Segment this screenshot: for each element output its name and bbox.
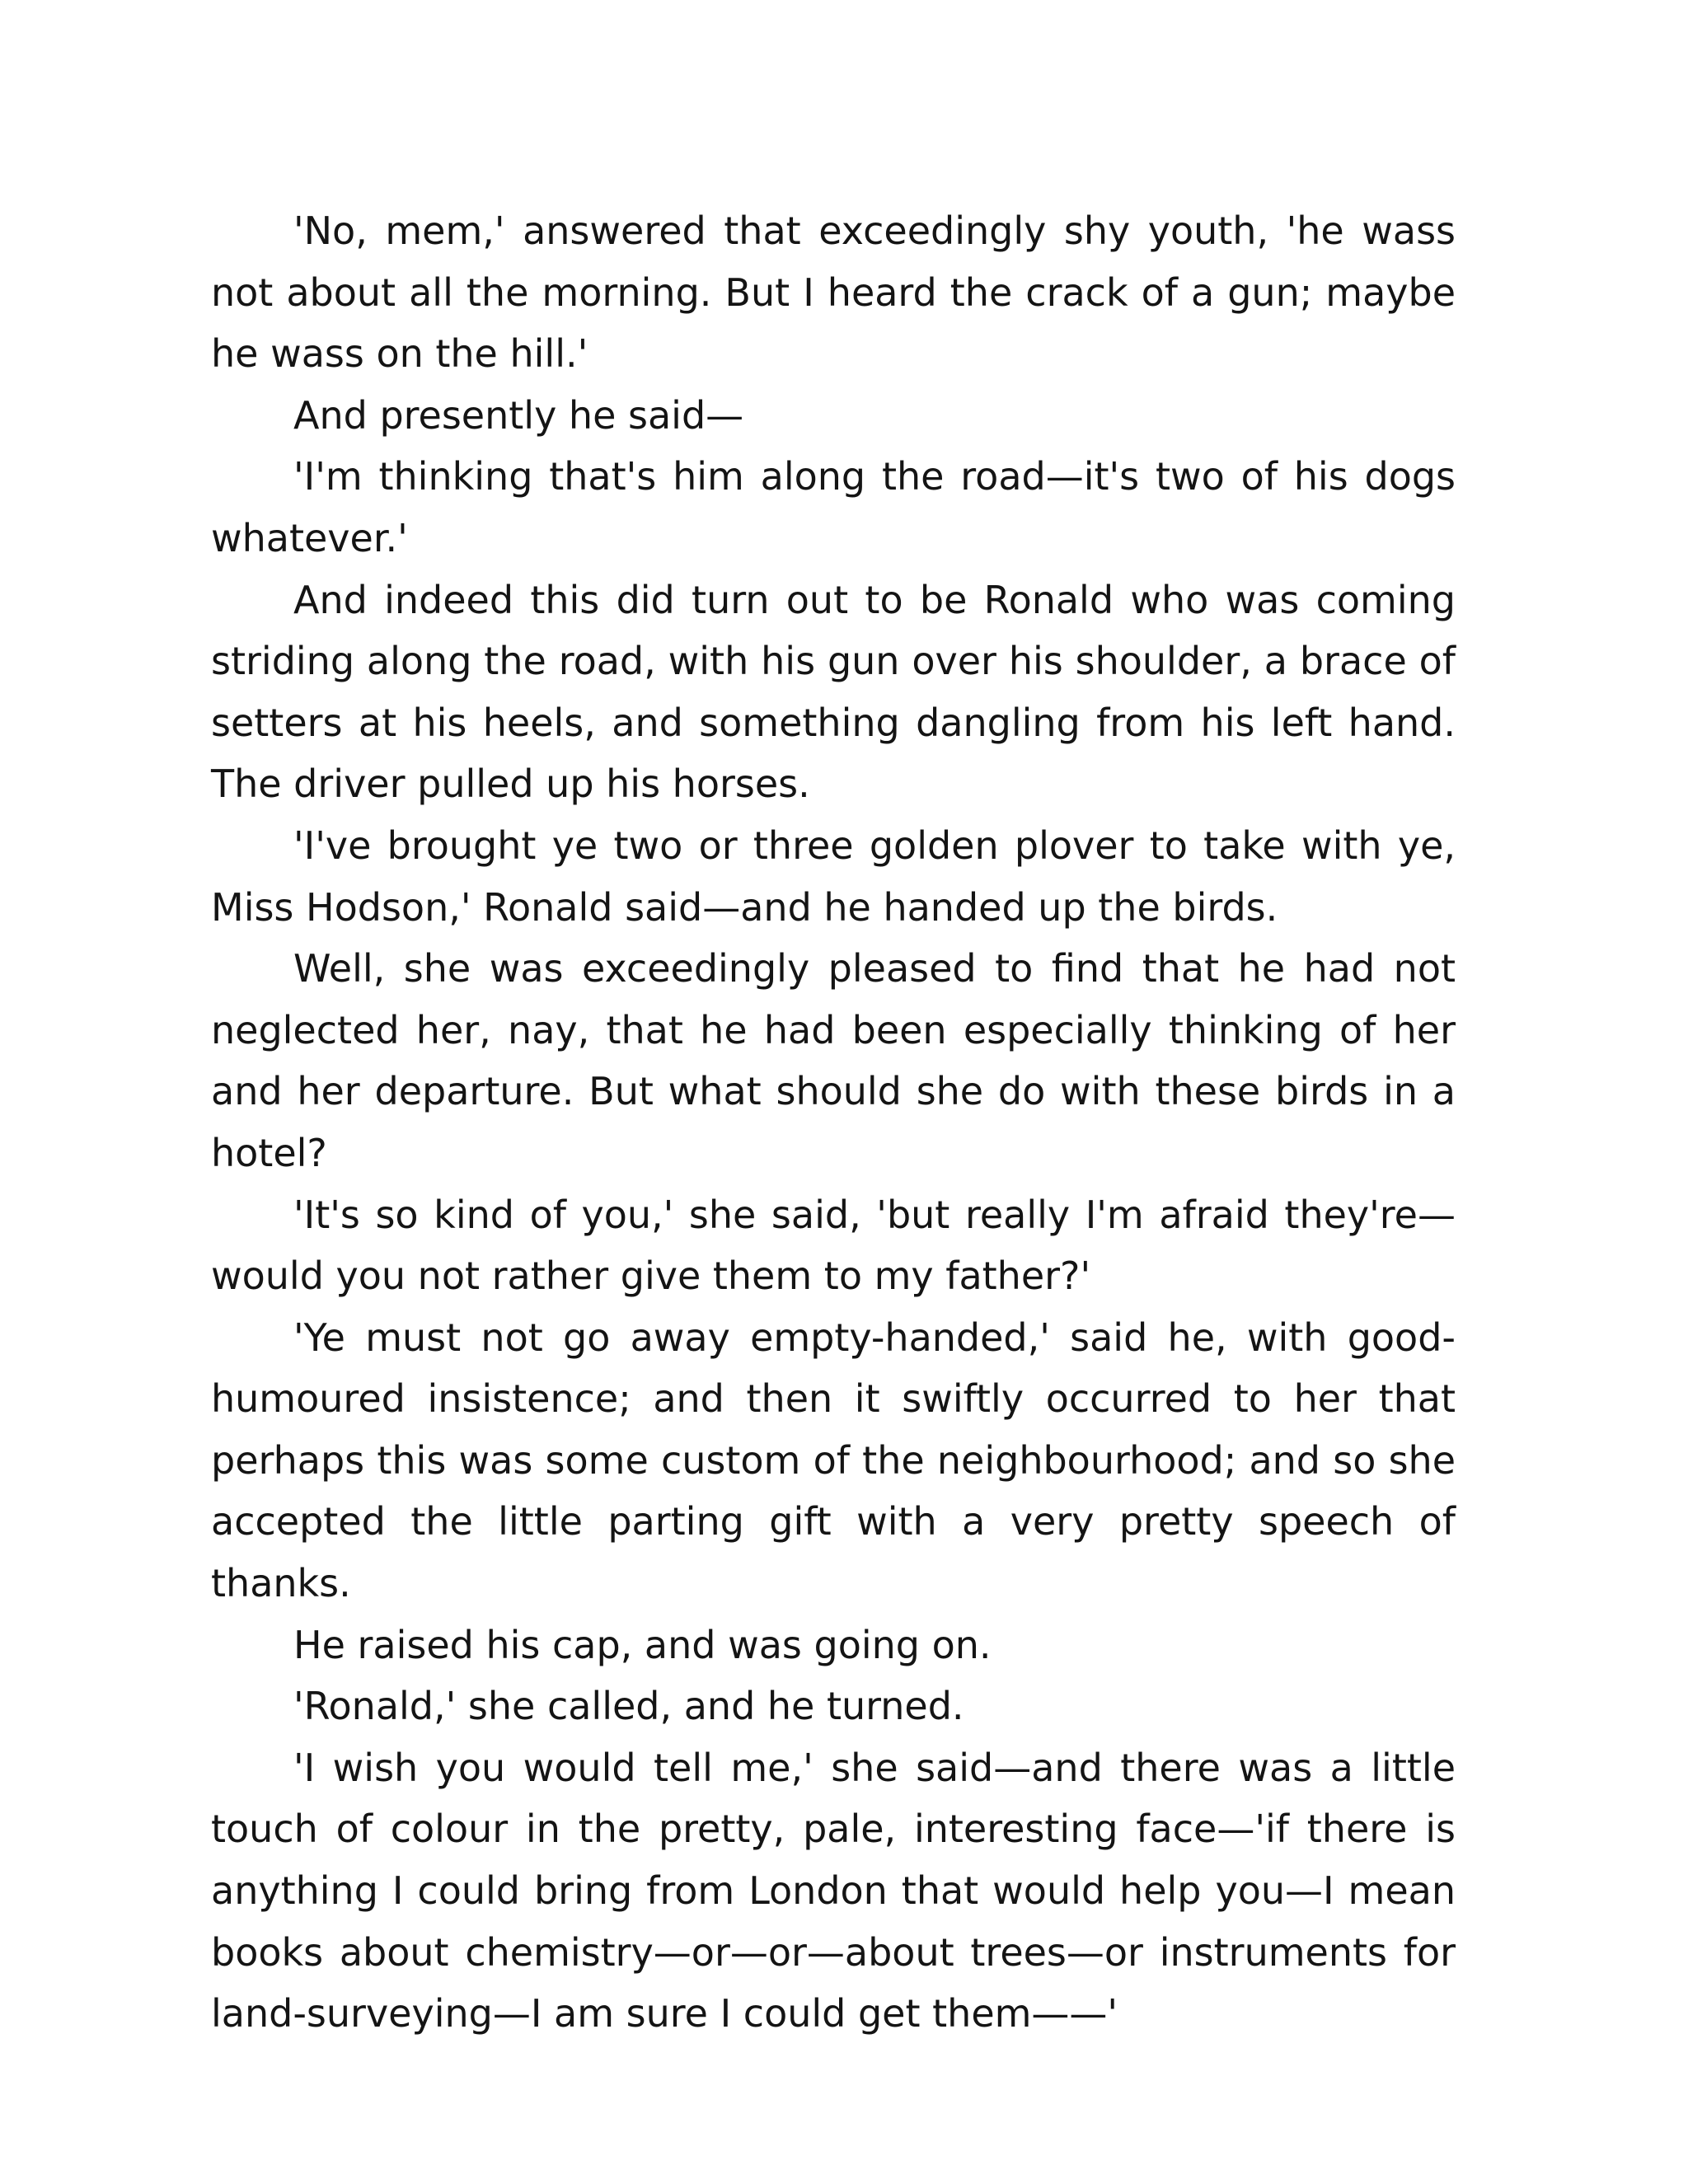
paragraph-3: 'I'm thinking that's him along the road—it's two of his dogs whatever.' xyxy=(211,454,1456,560)
page-text xyxy=(211,200,1456,2045)
paragraph-4: And indeed this did turn out to be Ronald who was coming striding along the road, with his gun over his shoulder, a brace of setters at his heels, and something dangling from his left hand. The driver pulled up his horses. xyxy=(211,577,1456,807)
paragraph-9: He raised his cap, and was going on. xyxy=(293,1622,992,1667)
paragraph-2: And presently he said— xyxy=(293,392,744,438)
paragraph-6: Well, she was exceedingly pleased to find that he had not neglected her, nay, that he had been especially thinking of her and her departure. But what should she do with these birds in a hotel? xyxy=(211,946,1456,1175)
paragraph-11: 'I wish you would tell me,' she said—and there was a little touch of colour in the pretty, pale, interesting face—'if there is anything I could bring from London that would help you—I mean books about chemistry—or—or—about trees—or instruments for land-surveying—I am sure I could get them——' xyxy=(211,1745,1456,2036)
paragraph-8: 'Ye must not go away empty-handed,' said he, with good-humoured insistence; and then it swiftly occurred to her that perhaps this was some custom of the neighbourhood; and so she accepted the little parting gift with a very pretty speech of thanks. xyxy=(211,1315,1456,1606)
paragraph-7: 'It's so kind of you,' she said, 'but really I'm afraid they're—would you not rather give them to my father?' xyxy=(211,1192,1456,1299)
paragraph-5: 'I've brought ye two or three golden plover to take with ye, Miss Hodson,' Ronald said—and he handed up the birds. xyxy=(211,823,1456,930)
paragraph-1: 'No, mem,' answered that exceedingly shy youth, 'he wass not about all the morning. But I heard the crack of a gun; maybe he wass on the hill.' xyxy=(211,209,1456,377)
paragraph-10: 'Ronald,' she called, and he turned. xyxy=(293,1684,964,1729)
